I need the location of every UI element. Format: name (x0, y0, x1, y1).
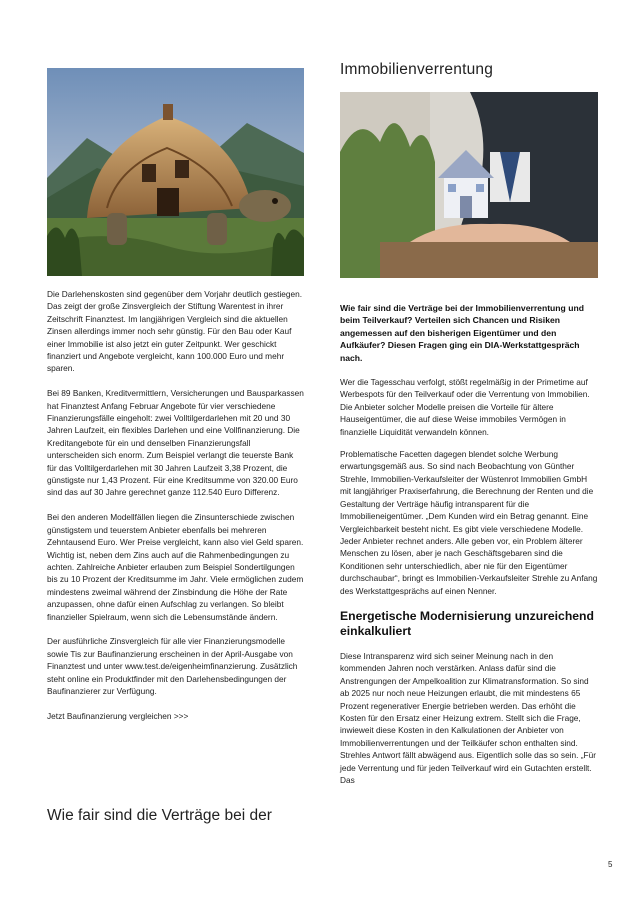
page-number: 5 (608, 860, 613, 869)
house-model-hands-image (340, 92, 598, 278)
left-paragraph: Der ausführliche Zinsvergleich für alle vier Finanzierungsmodelle sowie Tis zur Baufinanzierung erscheinen in der April-Ausgabe von Finanztest und unter www.test.de/eigenheimfinanzierung. Zusätzlich steht online ein Produktfinder mit den Darlehensbedingungen der Baufinanzierer zur Verfügung. (47, 636, 298, 696)
next-article-title: Wie fair sind die Verträge bei der (47, 807, 272, 824)
right-article-text (340, 302, 598, 786)
right-paragraph: Diese Intransparenz wird sich seiner Meinung nach in den kommenden Jahren noch verstärken. Anlass dafür sind die Anstrengungen der Ampelkoalition zur Klimatransformation. So sind ab 2025 nur noch neue Heizungen erlaubt, die mit mindestens 65 Prozent regenerativer Energie betrieben werden. Das erhöht die Kosten für den Ersatz einer Heizung extrem. Stellt sich die Frage, inwieweit diese Kosten in den Kalkulationen der Anbieter von Immobilienverrentungen und der Teilkäufer schon enthalten sind. Strehles Antwort fällt abwägend aus. Eigentlich solle das so sein. „Für jede Verrentung und für jeden Teilverkauf wird ein Gutachten erstellt. Das (340, 650, 596, 785)
tortoise-house-image (47, 68, 304, 276)
left-column (47, 68, 304, 735)
sub-heading: Energetische Modernisierung unzureichend einkalkuliert (340, 608, 594, 639)
section-title: Immobilienverrentung (340, 61, 494, 78)
article-lead: Wie fair sind die Verträge bei der Immobilienverrentung und beim Teilverkauf? Verteilen sich Chancen und Risiken angemessen auf den bisherigen Eigentümer und den Aufkäufer? Diesen Fragen ging ein DIA-Werkstattgespräch nach. (340, 303, 584, 363)
left-paragraph: Bei 89 Banken, Kreditvermittlern, Versicherungen und Bausparkassen hat Finanztest Anfang Februar Angebote für vier verschiedene Finanzierungsfälle eingeholt: zwei Volltilgerdarlehen mit 20 und 30 Jahren Laufzeit, ein flexibles Darlehen und eine Vollfinanzierung. Die Kreditangebote für ein und denselben Finanzierungsfall unterscheiden sich enorm. Zum Beispiel verlangt die teuerste Bank für das Volltilgerdarlehen mit 30 Jahren Laufzeit 3,38 Prozent, die günstigste nur 1,43 Prozent. Für eine Kreditsumme von 320.00 Euro sind das auf 30 Jahre gerechnet ganze 112.540 Euro Differenz. (47, 388, 304, 498)
left-paragraph: Bei den anderen Modellfällen liegen die Zinsunterschiede zwischen günstigstem und teuerstem Anbieter ebenfalls bei mehreren Zehntausend Euro. Wer Preise vergleicht, kann also viel Geld sparen. Wichtig ist, neben dem Zins auch auf die Rahmenbedingungen zu achten. Zahlreiche Anbieter erlauben zum Beispiel Sondertilgungen bis zu 10 Prozent der Kreditsumme im Jahr. Viele ermöglichen zudem mindestens zweimal während der Zinsbindung die Höhe der Rate anzupassen, ohne dafür einen Aufschlag zu verlangen. So bleibt finanzieller Spielraum, wenn sich die Lebensumstände ändern. (47, 512, 304, 622)
baufinanzierung-link[interactable]: Jetzt Baufinanzierung vergleichen >>> (47, 710, 189, 721)
right-column (340, 60, 598, 786)
left-paragraph: Die Darlehenskosten sind gegenüber dem Vorjahr deutlich gestiegen. Das zeigt der große Zinsvergleich der Stiftung Warentest in ihrer Zeitschrift Finanztest. Im langjährigen Vergleich sind die aktuellen Zinsen allerdings immer noch sehr günstig. Für den Bau oder Kauf einer Immobilie ist also jetzt ein guter Zeitpunkt. Wer geschickt finanziert und Angebote vergleicht, kann 100.000 Euro und mehr sparen. (47, 289, 303, 374)
right-paragraph: Problematische Facetten dagegen blendet solche Werbung erwartungsgemäß aus. So sind nach Beobachtung von Günther Strehle, Immobilien-Verkaufsleiter der Wüstenrot Immobilien GmbH mit langjähriger Praxiserfahrung, die Berechnung der Renten und die Gestaltung der Verträge häufig intransparent für die Immobilieneigentümer. „Dem Kunden wird ein Betrag genannt. Eine Vergleichbarkeit besteht nicht. Es gibt viele verschiedene Modelle. Jeder Anbieter rechnet anders. Alle geben vor, ein Problem älterer Menschen zu lösen, aber je nach Geschäftsgebaren sind die Konditionen sehr unterschiedlich, aber nie für den Eigentümer durchschaubar“, bringt es Immobilien-Verkaufsleiter Strehle zu Anfang des Werkstattgesprächs auf einen Nenner. (340, 449, 598, 596)
right-paragraph: Wer die Tagesschau verfolgt, stößt regelmäßig in der Primetime auf Werbespots für den Teilverkauf oder die Verrentung von Immobilien. Die Anbieter solcher Modelle preisen die Vorteile für ältere Hauseigentümer, die auf diese Weise immobiles Vermögen in finanzielle Liquidität verwandeln können. (340, 377, 590, 437)
left-article-text (47, 288, 304, 722)
